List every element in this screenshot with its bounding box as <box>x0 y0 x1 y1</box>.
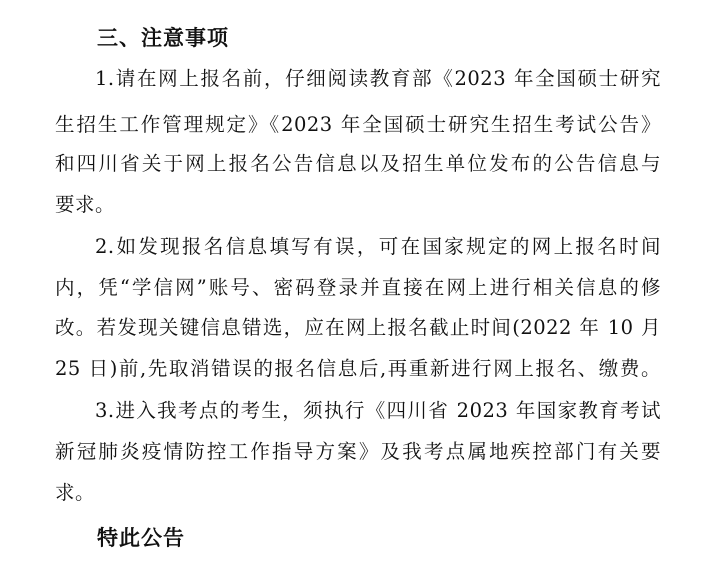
item-2-line-1: 2.如发现报名信息填写有误，可在国家规定的网上报名时间 <box>95 235 661 258</box>
item-2-line-2: 内，凭“学信网”账号、密码登录并直接在网上进行相关信息的修 <box>55 276 661 299</box>
item-3-line-1: 3.进入我考点的考生，须执行《四川省 2023 年国家教育考试 <box>95 399 661 422</box>
item-2-line-4: 25 日)前,先取消错误的报名信息后,再重新进行网上报名、缴费。 <box>55 357 661 380</box>
section-heading: 三、注意事项 <box>97 25 229 50</box>
item-2-line-3: 改。若发现关键信息错选，应在网上报名截止时间(2022 年 10 月 <box>55 316 661 339</box>
closing-statement: 特此公告 <box>97 525 185 550</box>
item-1-line-3: 和四川省关于网上报名公告信息以及招生单位发布的公告信息与 <box>55 152 661 175</box>
item-1-line-2: 生招生工作管理规定》《2023 年全国硕士研究生招生考试公告》 <box>55 113 661 136</box>
item-1-line-4: 要求。 <box>55 193 116 216</box>
item-3-line-2: 新冠肺炎疫情防控工作指导方案》及我考点属地疾控部门有关要 <box>55 440 661 463</box>
item-3-line-3: 求。 <box>55 481 96 504</box>
item-1-line-1: 1.请在网上报名前，仔细阅读教育部《2023 年全国硕士研究 <box>95 67 661 90</box>
